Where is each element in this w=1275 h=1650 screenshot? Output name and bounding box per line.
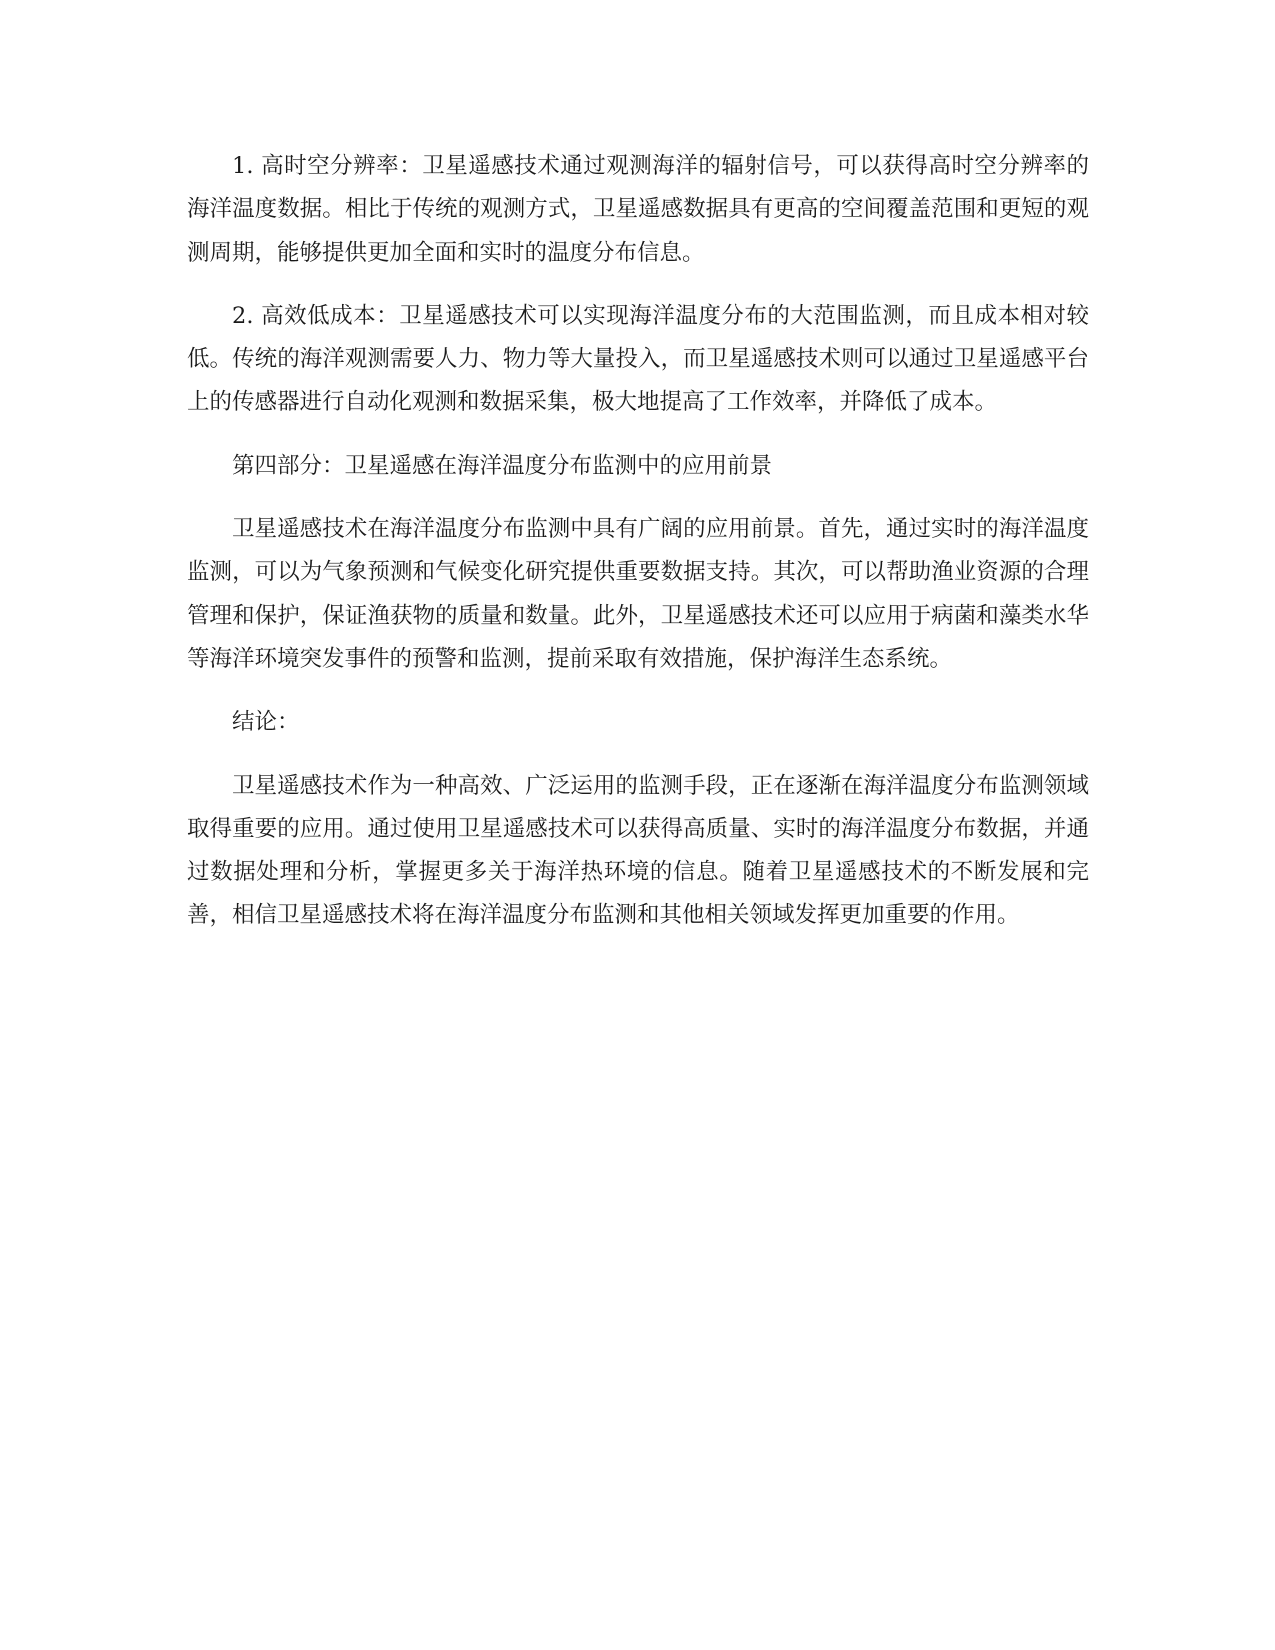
paragraph-application-prospects: 卫星遥感技术在海洋温度分布监测中具有广阔的应用前景。首先，通过实时的海洋温度监测，可以为气象预测和气候变化研究提供重要数据支持。其次，可以帮助渔业资源的合理管理和保护，保证渔获物的质量和数量。此外，卫星遥感技术还可以应用于病菌和藻类水华等海洋环境突发事件的预警和监测，提前采取有效措施，保护海洋生态系统。 <box>187 516 1089 672</box>
paragraph-low-cost: 2. 高效低成本：卫星遥感技术可以实现海洋温度分布的大范围监测，而且成本相对较低。传统的海洋观测需要人力、物力等大量投入，而卫星遥感技术则可以通过卫星遥感平台上的传感器进行自动化观测和数据采集，极大地提高了工作效率，并降低了成本。 <box>187 302 1089 416</box>
document-body <box>187 145 1089 958</box>
paragraph-high-resolution: 1. 高时空分辨率：卫星遥感技术通过观测海洋的辐射信号，可以获得高时空分辨率的海洋温度数据。相比于传统的观测方式，卫星遥感数据具有更高的空间覆盖范围和更短的观测周期，能够提供更加全面和实时的温度分布信息。 <box>187 153 1089 266</box>
paragraph-conclusion: 卫星遥感技术作为一种高效、广泛运用的监测手段，正在逐渐在海洋温度分布监测领域取得重要的应用。通过使用卫星遥感技术可以获得高质量、实时的海洋温度分布数据，并通过数据处理和分析，掌握更多关于海洋热环境的信息。随着卫星遥感技术的不断发展和完善，相信卫星遥感技术将在海洋温度分布监测和其他相关领域发挥更加重要的作用。 <box>187 772 1089 929</box>
section-heading-conclusion: 结论： <box>232 709 300 736</box>
section-heading-part-four: 第四部分：卫星遥感在海洋温度分布监测中的应用前景 <box>232 452 773 479</box>
